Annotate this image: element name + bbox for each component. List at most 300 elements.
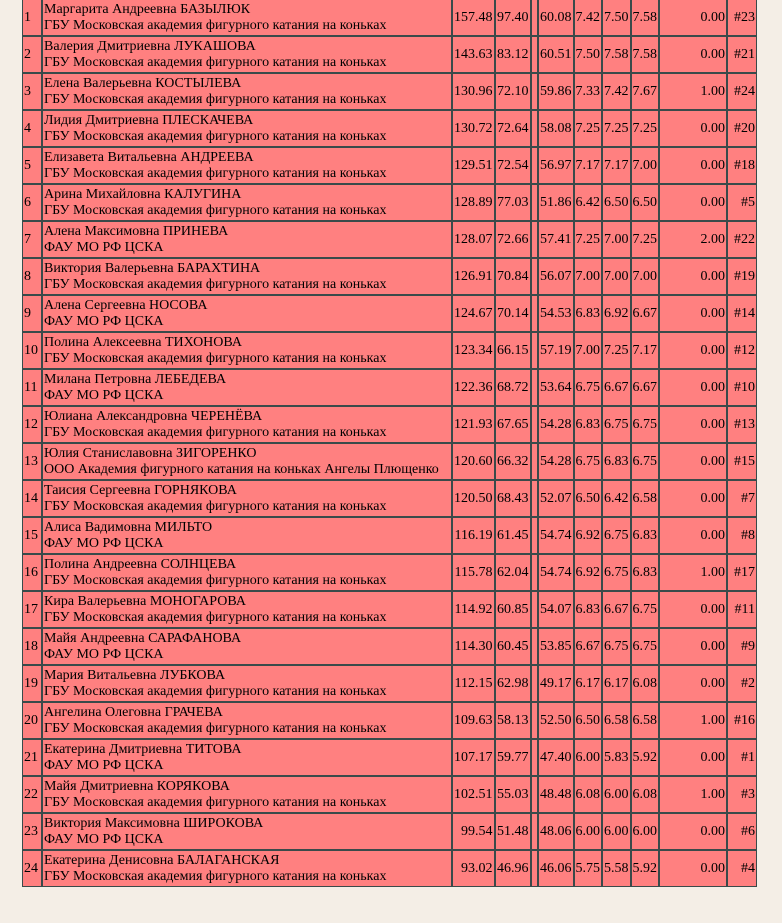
pcs-cell: 54.74 — [538, 517, 574, 554]
athlete-name: Майя Андреевна САРАФАНОВА — [44, 631, 242, 646]
tes-cell: 77.03 — [495, 184, 531, 221]
component-2-cell: 6.67 — [602, 369, 631, 406]
start-number-cell: #15 — [727, 443, 757, 480]
component-3-cell: 6.00 — [631, 813, 660, 850]
deductions-cell: 0.00 — [659, 110, 727, 147]
component-3-cell: 6.58 — [631, 702, 660, 739]
start-number-cell: #21 — [727, 36, 757, 73]
place-cell: 17 — [22, 591, 42, 628]
tes-cell: 59.77 — [495, 739, 531, 776]
club-name: ГБУ Московская академия фигурного катания на коньках — [44, 17, 387, 33]
athlete-cell — [42, 0, 452, 36]
pcs-cell: 47.40 — [538, 739, 574, 776]
athlete-name: Ангелина Олеговна ГРАЧЕВА — [44, 705, 223, 720]
component-3-cell: 6.08 — [631, 665, 660, 702]
club-name: ГБУ Московская академия фигурного катания на коньках — [44, 91, 387, 107]
component-2-cell: 7.00 — [602, 258, 631, 295]
athlete-cell — [42, 517, 452, 554]
component-3-cell: 6.67 — [631, 369, 660, 406]
pcs-cell: 57.41 — [538, 221, 574, 258]
pcs-cell: 54.74 — [538, 554, 574, 591]
athlete-cell — [42, 443, 452, 480]
spacer-cell — [531, 628, 538, 665]
tes-cell: 68.72 — [495, 369, 531, 406]
component-2-cell: 5.58 — [602, 850, 631, 887]
athlete-name: Виктория Валерьевна БАРАХТИНА — [44, 261, 261, 276]
tes-cell: 72.10 — [495, 73, 531, 110]
athlete-cell — [42, 36, 452, 73]
pcs-cell: 56.07 — [538, 258, 574, 295]
spacer-cell — [531, 73, 538, 110]
pcs-cell: 60.08 — [538, 0, 574, 36]
tes-cell: 62.98 — [495, 665, 531, 702]
athlete-cell — [42, 813, 452, 850]
total-score-cell: 120.60 — [452, 443, 495, 480]
spacer-cell — [531, 147, 538, 184]
table-row — [22, 591, 757, 628]
tes-cell: 67.65 — [495, 406, 531, 443]
place-cell: 19 — [22, 665, 42, 702]
tes-cell: 70.84 — [495, 258, 531, 295]
deductions-cell: 1.00 — [659, 73, 727, 110]
spacer-cell — [531, 332, 538, 369]
athlete-name: Юлия Станиславовна ЗИГОРЕНКО — [44, 446, 257, 461]
start-number-cell: #17 — [727, 554, 757, 591]
component-1-cell: 6.83 — [574, 406, 603, 443]
component-3-cell: 6.83 — [631, 554, 660, 591]
total-score-cell: 112.15 — [452, 665, 495, 702]
athlete-name: Кира Валерьевна МОНОГАРОВА — [44, 594, 246, 609]
club-name: ГБУ Московская академия фигурного катания на коньках — [44, 572, 387, 588]
component-3-cell: 7.00 — [631, 258, 660, 295]
pcs-cell: 48.48 — [538, 776, 574, 813]
total-score-cell: 157.48 — [452, 0, 495, 36]
component-2-cell: 6.00 — [602, 813, 631, 850]
component-1-cell: 7.25 — [574, 221, 603, 258]
table-row — [22, 813, 757, 850]
component-2-cell: 7.25 — [602, 110, 631, 147]
deductions-cell: 0.00 — [659, 147, 727, 184]
component-2-cell: 7.25 — [602, 332, 631, 369]
pcs-cell: 52.07 — [538, 480, 574, 517]
deductions-cell: 0.00 — [659, 813, 727, 850]
spacer-cell — [531, 591, 538, 628]
place-cell: 5 — [22, 147, 42, 184]
component-1-cell: 6.42 — [574, 184, 603, 221]
total-score-cell: 128.89 — [452, 184, 495, 221]
component-3-cell: 6.50 — [631, 184, 660, 221]
athlete-cell — [42, 147, 452, 184]
deductions-cell: 0.00 — [659, 628, 727, 665]
spacer-cell — [531, 406, 538, 443]
deductions-cell: 0.00 — [659, 406, 727, 443]
table-row — [22, 554, 757, 591]
table-row — [22, 776, 757, 813]
club-name: ГБУ Московская академия фигурного катания на коньках — [44, 424, 387, 440]
athlete-cell — [42, 184, 452, 221]
component-2-cell: 5.83 — [602, 739, 631, 776]
start-number-cell: #14 — [727, 295, 757, 332]
spacer-cell — [531, 850, 538, 887]
deductions-cell: 0.00 — [659, 517, 727, 554]
place-cell: 10 — [22, 332, 42, 369]
start-number-cell: #16 — [727, 702, 757, 739]
table-row — [22, 258, 757, 295]
spacer-cell — [531, 702, 538, 739]
start-number-cell: #19 — [727, 258, 757, 295]
table-row — [22, 406, 757, 443]
place-cell: 4 — [22, 110, 42, 147]
start-number-cell: #20 — [727, 110, 757, 147]
club-name: ГБУ Московская академия фигурного катания на коньках — [44, 609, 387, 625]
tes-cell: 61.45 — [495, 517, 531, 554]
component-2-cell: 6.17 — [602, 665, 631, 702]
total-score-cell: 130.72 — [452, 110, 495, 147]
athlete-name: Мария Витальевна ЛУБКОВА — [44, 668, 226, 683]
athlete-cell — [42, 332, 452, 369]
table-row — [22, 369, 757, 406]
athlete-name: Елизавета Витальевна АНДРЕЕВА — [44, 150, 254, 165]
place-cell: 16 — [22, 554, 42, 591]
total-score-cell: 99.54 — [452, 813, 495, 850]
table-row — [22, 110, 757, 147]
total-score-cell: 124.67 — [452, 295, 495, 332]
component-1-cell: 6.50 — [574, 480, 603, 517]
club-name: ГБУ Московская академия фигурного катания на коньках — [44, 868, 387, 884]
table-row — [22, 702, 757, 739]
table-row — [22, 739, 757, 776]
athlete-cell — [42, 406, 452, 443]
deductions-cell: 0.00 — [659, 480, 727, 517]
component-3-cell: 7.67 — [631, 73, 660, 110]
component-2-cell: 6.42 — [602, 480, 631, 517]
component-2-cell: 6.75 — [602, 628, 631, 665]
component-1-cell: 6.50 — [574, 702, 603, 739]
club-name: ГБУ Московская академия фигурного катания на коньках — [44, 165, 387, 181]
component-1-cell: 7.50 — [574, 36, 603, 73]
athlete-name: Екатерина Дмитриевна ТИТОВА — [44, 742, 242, 757]
place-cell: 23 — [22, 813, 42, 850]
pcs-cell: 53.85 — [538, 628, 574, 665]
athlete-cell — [42, 702, 452, 739]
place-cell: 2 — [22, 36, 42, 73]
club-name: ФАУ МО РФ ЦСКА — [44, 757, 164, 773]
deductions-cell: 1.00 — [659, 702, 727, 739]
start-number-cell: #7 — [727, 480, 757, 517]
spacer-cell — [531, 184, 538, 221]
component-2-cell: 6.75 — [602, 406, 631, 443]
start-number-cell: #10 — [727, 369, 757, 406]
club-name: ФАУ МО РФ ЦСКА — [44, 387, 164, 403]
spacer-cell — [531, 369, 538, 406]
start-number-cell: #12 — [727, 332, 757, 369]
deductions-cell: 0.00 — [659, 591, 727, 628]
component-3-cell: 6.67 — [631, 295, 660, 332]
club-name: ООО Академия фигурного катания на коньках Ангелы Плющенко — [44, 461, 439, 477]
start-number-cell: #18 — [727, 147, 757, 184]
athlete-name: Арина Михайловна КАЛУГИНА — [44, 187, 242, 202]
component-2-cell: 7.50 — [602, 0, 631, 36]
component-2-cell: 6.50 — [602, 184, 631, 221]
start-number-cell: #8 — [727, 517, 757, 554]
table-row — [22, 295, 757, 332]
component-1-cell: 6.75 — [574, 369, 603, 406]
deductions-cell: 1.00 — [659, 554, 727, 591]
athlete-name: Майя Дмитриевна КОРЯКОВА — [44, 779, 230, 794]
club-name: ГБУ Московская академия фигурного катания на коньках — [44, 276, 387, 292]
deductions-cell: 0.00 — [659, 295, 727, 332]
athlete-name: Лидия Дмитриевна ПЛЕСКАЧЕВА — [44, 113, 254, 128]
athlete-cell — [42, 739, 452, 776]
component-2-cell: 7.00 — [602, 221, 631, 258]
total-score-cell: 121.93 — [452, 406, 495, 443]
table-row — [22, 517, 757, 554]
place-cell: 3 — [22, 73, 42, 110]
pcs-cell: 57.19 — [538, 332, 574, 369]
component-3-cell: 6.75 — [631, 406, 660, 443]
tes-cell: 68.43 — [495, 480, 531, 517]
club-name: ФАУ МО РФ ЦСКА — [44, 831, 164, 847]
spacer-cell — [531, 295, 538, 332]
athlete-cell — [42, 776, 452, 813]
component-2-cell: 6.00 — [602, 776, 631, 813]
total-score-cell: 114.92 — [452, 591, 495, 628]
athlete-name: Екатерина Денисовна БАЛАГАНСКАЯ — [44, 853, 280, 868]
table-row — [22, 73, 757, 110]
deductions-cell: 1.00 — [659, 776, 727, 813]
total-score-cell: 126.91 — [452, 258, 495, 295]
athlete-name: Алиса Вадимовна МИЛЬТО — [44, 520, 213, 535]
component-1-cell: 7.25 — [574, 110, 603, 147]
component-3-cell: 6.75 — [631, 591, 660, 628]
total-score-cell: 120.50 — [452, 480, 495, 517]
athlete-cell — [42, 369, 452, 406]
tes-cell: 70.14 — [495, 295, 531, 332]
tes-cell: 72.64 — [495, 110, 531, 147]
total-score-cell: 116.19 — [452, 517, 495, 554]
spacer-cell — [531, 36, 538, 73]
component-3-cell: 6.75 — [631, 628, 660, 665]
athlete-cell — [42, 73, 452, 110]
pcs-cell: 53.64 — [538, 369, 574, 406]
component-1-cell: 6.83 — [574, 591, 603, 628]
component-1-cell: 6.92 — [574, 554, 603, 591]
athlete-cell — [42, 665, 452, 702]
pcs-cell: 54.07 — [538, 591, 574, 628]
start-number-cell: #11 — [727, 591, 757, 628]
place-cell: 22 — [22, 776, 42, 813]
component-3-cell: 7.58 — [631, 36, 660, 73]
place-cell: 14 — [22, 480, 42, 517]
spacer-cell — [531, 517, 538, 554]
deductions-cell: 0.00 — [659, 36, 727, 73]
place-cell: 7 — [22, 221, 42, 258]
component-3-cell: 5.92 — [631, 739, 660, 776]
component-3-cell: 7.25 — [631, 110, 660, 147]
deductions-cell: 0.00 — [659, 369, 727, 406]
club-name: ФАУ МО РФ ЦСКА — [44, 313, 164, 329]
athlete-name: Елена Валерьевна КОСТЫЛЕВА — [44, 76, 242, 91]
spacer-cell — [531, 554, 538, 591]
table-row — [22, 480, 757, 517]
total-score-cell: 107.17 — [452, 739, 495, 776]
component-1-cell: 6.08 — [574, 776, 603, 813]
deductions-cell: 0.00 — [659, 850, 727, 887]
component-1-cell: 6.00 — [574, 813, 603, 850]
start-number-cell: #4 — [727, 850, 757, 887]
pcs-cell: 48.06 — [538, 813, 574, 850]
tes-cell: 55.03 — [495, 776, 531, 813]
start-number-cell: #24 — [727, 73, 757, 110]
deductions-cell: 0.00 — [659, 184, 727, 221]
athlete-cell — [42, 850, 452, 887]
athlete-name: Валерия Дмитриевна ЛУКАШОВА — [44, 39, 256, 54]
tes-cell: 60.45 — [495, 628, 531, 665]
club-name: ГБУ Московская академия фигурного катания на коньках — [44, 683, 387, 699]
component-3-cell: 7.00 — [631, 147, 660, 184]
start-number-cell: #22 — [727, 221, 757, 258]
component-3-cell: 7.25 — [631, 221, 660, 258]
club-name: ГБУ Московская академия фигурного катания на коньках — [44, 128, 387, 144]
pcs-cell: 51.86 — [538, 184, 574, 221]
total-score-cell: 115.78 — [452, 554, 495, 591]
results-table — [22, 0, 757, 887]
results-body — [22, 0, 757, 887]
club-name: ФАУ МО РФ ЦСКА — [44, 535, 164, 551]
deductions-cell: 0.00 — [659, 739, 727, 776]
start-number-cell: #6 — [727, 813, 757, 850]
component-3-cell: 6.08 — [631, 776, 660, 813]
component-2-cell: 7.42 — [602, 73, 631, 110]
spacer-cell — [531, 813, 538, 850]
spacer-cell — [531, 739, 538, 776]
table-row — [22, 184, 757, 221]
athlete-name: Маргарита Андреевна БАЗЫЛЮК — [44, 2, 251, 17]
place-cell: 13 — [22, 443, 42, 480]
athlete-cell — [42, 591, 452, 628]
total-score-cell: 129.51 — [452, 147, 495, 184]
athlete-name: Виктория Максимовна ШИРОКОВА — [44, 816, 264, 831]
club-name: ФАУ МО РФ ЦСКА — [44, 239, 164, 255]
start-number-cell: #5 — [727, 184, 757, 221]
place-cell: 24 — [22, 850, 42, 887]
tes-cell: 60.85 — [495, 591, 531, 628]
spacer-cell — [531, 776, 538, 813]
athlete-cell — [42, 554, 452, 591]
place-cell: 21 — [22, 739, 42, 776]
total-score-cell: 123.34 — [452, 332, 495, 369]
tes-cell: 46.96 — [495, 850, 531, 887]
tes-cell: 72.66 — [495, 221, 531, 258]
component-2-cell: 6.92 — [602, 295, 631, 332]
club-name: ГБУ Московская академия фигурного катания на коньках — [44, 720, 387, 736]
component-2-cell: 7.58 — [602, 36, 631, 73]
table-row — [22, 628, 757, 665]
place-cell: 18 — [22, 628, 42, 665]
pcs-cell: 56.97 — [538, 147, 574, 184]
total-score-cell: 122.36 — [452, 369, 495, 406]
component-1-cell: 5.75 — [574, 850, 603, 887]
component-2-cell: 7.17 — [602, 147, 631, 184]
start-number-cell: #23 — [727, 0, 757, 36]
spacer-cell — [531, 443, 538, 480]
athlete-cell — [42, 295, 452, 332]
pcs-cell: 59.86 — [538, 73, 574, 110]
deductions-cell: 0.00 — [659, 443, 727, 480]
pcs-cell: 54.53 — [538, 295, 574, 332]
table-row — [22, 36, 757, 73]
start-number-cell: #2 — [727, 665, 757, 702]
component-3-cell: 7.17 — [631, 332, 660, 369]
component-2-cell: 6.67 — [602, 591, 631, 628]
deductions-cell: 0.00 — [659, 332, 727, 369]
tes-cell: 62.04 — [495, 554, 531, 591]
club-name: ГБУ Московская академия фигурного катания на коньках — [44, 54, 387, 70]
club-name: ГБУ Московская академия фигурного катания на коньках — [44, 498, 387, 514]
start-number-cell: #3 — [727, 776, 757, 813]
athlete-name: Полина Андреевна СОЛНЦЕВА — [44, 557, 237, 572]
component-1-cell: 6.92 — [574, 517, 603, 554]
start-number-cell: #13 — [727, 406, 757, 443]
component-2-cell: 6.75 — [602, 554, 631, 591]
club-name: ФАУ МО РФ ЦСКА — [44, 646, 164, 662]
total-score-cell: 130.96 — [452, 73, 495, 110]
table-row — [22, 332, 757, 369]
total-score-cell: 114.30 — [452, 628, 495, 665]
athlete-name: Юлиана Александровна ЧЕРЕНЁВА — [44, 409, 263, 424]
component-1-cell: 7.17 — [574, 147, 603, 184]
spacer-cell — [531, 480, 538, 517]
place-cell: 15 — [22, 517, 42, 554]
place-cell: 9 — [22, 295, 42, 332]
athlete-name: Алена Максимовна ПРИНЕВА — [44, 224, 229, 239]
table-row — [22, 665, 757, 702]
component-1-cell: 7.00 — [574, 258, 603, 295]
spacer-cell — [531, 665, 538, 702]
place-cell: 8 — [22, 258, 42, 295]
tes-cell: 66.32 — [495, 443, 531, 480]
component-2-cell: 6.75 — [602, 517, 631, 554]
pcs-cell: 49.17 — [538, 665, 574, 702]
total-score-cell: 102.51 — [452, 776, 495, 813]
spacer-cell — [531, 110, 538, 147]
component-1-cell: 7.42 — [574, 0, 603, 36]
component-3-cell: 7.58 — [631, 0, 660, 36]
athlete-name: Милана Петровна ЛЕБЕДЕВА — [44, 372, 227, 387]
component-3-cell: 6.75 — [631, 443, 660, 480]
table-row — [22, 0, 757, 36]
place-cell: 12 — [22, 406, 42, 443]
start-number-cell: #1 — [727, 739, 757, 776]
table-row — [22, 443, 757, 480]
start-number-cell: #9 — [727, 628, 757, 665]
place-cell: 6 — [22, 184, 42, 221]
tes-cell: 97.40 — [495, 0, 531, 36]
component-3-cell: 5.92 — [631, 850, 660, 887]
total-score-cell: 109.63 — [452, 702, 495, 739]
component-1-cell: 6.67 — [574, 628, 603, 665]
athlete-name: Алена Сергеевна НОСОВА — [44, 298, 208, 313]
total-score-cell: 93.02 — [452, 850, 495, 887]
deductions-cell: 0.00 — [659, 665, 727, 702]
deductions-cell: 0.00 — [659, 0, 727, 36]
place-cell: 20 — [22, 702, 42, 739]
deductions-cell: 2.00 — [659, 221, 727, 258]
deductions-cell: 0.00 — [659, 258, 727, 295]
athlete-cell — [42, 110, 452, 147]
component-1-cell: 6.17 — [574, 665, 603, 702]
pcs-cell: 52.50 — [538, 702, 574, 739]
